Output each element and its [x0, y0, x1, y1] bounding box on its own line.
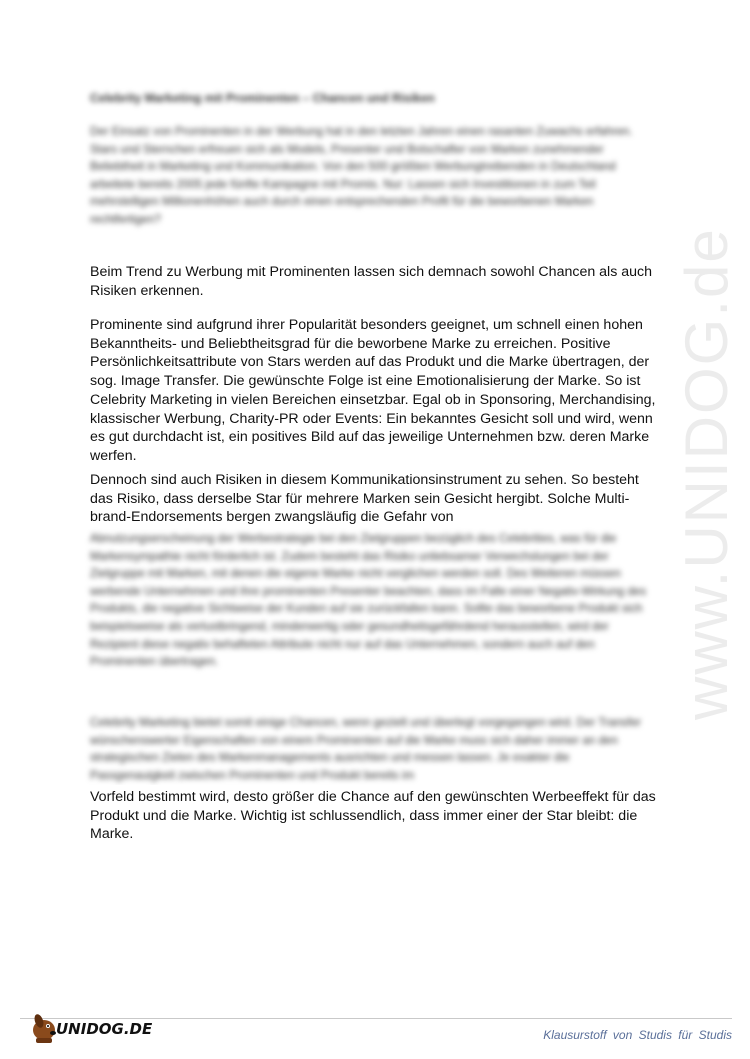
- paragraph-chancen: Prominente sind aufgrund ihrer Popularität besonders geeignet, um schnell einen hohen Bekanntheits- und Beliebtheitsgrad für die beworbene Marke zu erreichen. Positive Persönlichkeitsattribute von Stars werden auf das Produkt und die Marke übertragen, der sog. Image Transfer. Die gewünschte Folge ist eine Emotionalisierung der Marke. So ist Celebrity Marketing in vielen Bereichen einsetzbar. Egal ob in Sponsoring, Merchandising, klassischer Werbung, Charity-PR oder Events: Ein bekanntes Gesicht soll und wird, wenn es gut durchdacht ist, ein positives Bild auf das jeweilige Unternehmen bzw. deren Marke werfen.: [90, 317, 656, 464]
- document-title: Celebrity Marketing mit Prominenten – Chancen und Risiken: [90, 91, 435, 105]
- logo-text: UNIDOG.DE: [56, 1020, 153, 1038]
- paragraph-fazit: Vorfeld bestimmt wird, desto größer die Chance auf den gewünschten Werbeeffekt für das Produkt und die Marke. Wichtig ist schlussendlich, dass immer einer der Star bleibt: die Marke.: [90, 789, 656, 843]
- intro-paragraph: Der Einsatz von Prominenten in der Werbung hat in den letzten Jahren einen rasanten Zuwachs erfahren. Stars und Sternchen erfreuen sich als Models, Presenter und Botschafter von Marken zunehmender Beliebtheit in Marketing und Kommunikation. Von den 500 größten Werbungtreibenden in Deutschland arbeitete bereits 2005 jede fünfte Kampagne mit Promis. Nur: Lassen sich Investitionen in zum Teil mehrstelligen Millionenhöhen auch durch einen entsprechenden Profit für die beworbenen Marken rechtfertigen?: [90, 125, 633, 226]
- footer-tagline: Klausurstoff von Studis für Studis: [543, 1028, 732, 1042]
- paragraph-risiken: Dennoch sind auch Risiken in diesem Kommunikationsinstrument zu sehen. So besteht das Risiko, dass derselbe Star für mehrere Marken sein Gesicht hergibt. Solche Multi-brand-Endorsements bergen zwangsläufig die Gefahr von: [90, 472, 639, 526]
- watermark: www.UNIDOG.de: [673, 227, 740, 720]
- blurred-section-risks: Abnutzungserscheinung der Werbestrategie bei den Zielgruppen bezüglich des Celebrities, was für die Markensympathie nicht förderlich ist. Zudem besteht das Risiko unliebsamer Verwechslungen bei der Zielgruppe mit Marken, mit denen die eigene Marke nicht verglichen werden soll. Des Weiteren müssen werbende Unternehmen und ihre prominenten Presenter beachten, dass im Falle einer Negativ-Wirkung des Produkts, die negative Sichtweise der Kunden auf sie zurückfallen kann. Sollte das beworbene Produkt sich beispielsweise als verlustbringend, minderwertig oder gesundheitsgefährdend herausstellen, wird der Rezipient diese negativ behafteten Attribute nicht nur auf das Unternehmen, sondern auch auf den Prominenten übertragen.: [90, 532, 647, 669]
- blurred-section-conclusion: Celebrity Marketing bietet somit einige Chancen, wenn gezielt und überlegt vorgegangen wird. Der Transfer wünschenswerter Eigenschaften von einem Prominenten auf die Marke muss sich daher immer an den strategischen Zielen des Markenmanagements ausrichten und messen lassen. Je exakter die Passgenauigkeit zwischen Prominenten und Produkt bereits im: [90, 716, 642, 782]
- paragraph-trend: Beim Trend zu Werbung mit Prominenten lassen sich demnach sowohl Chancen als auch Risiken erkennen.: [90, 264, 653, 299]
